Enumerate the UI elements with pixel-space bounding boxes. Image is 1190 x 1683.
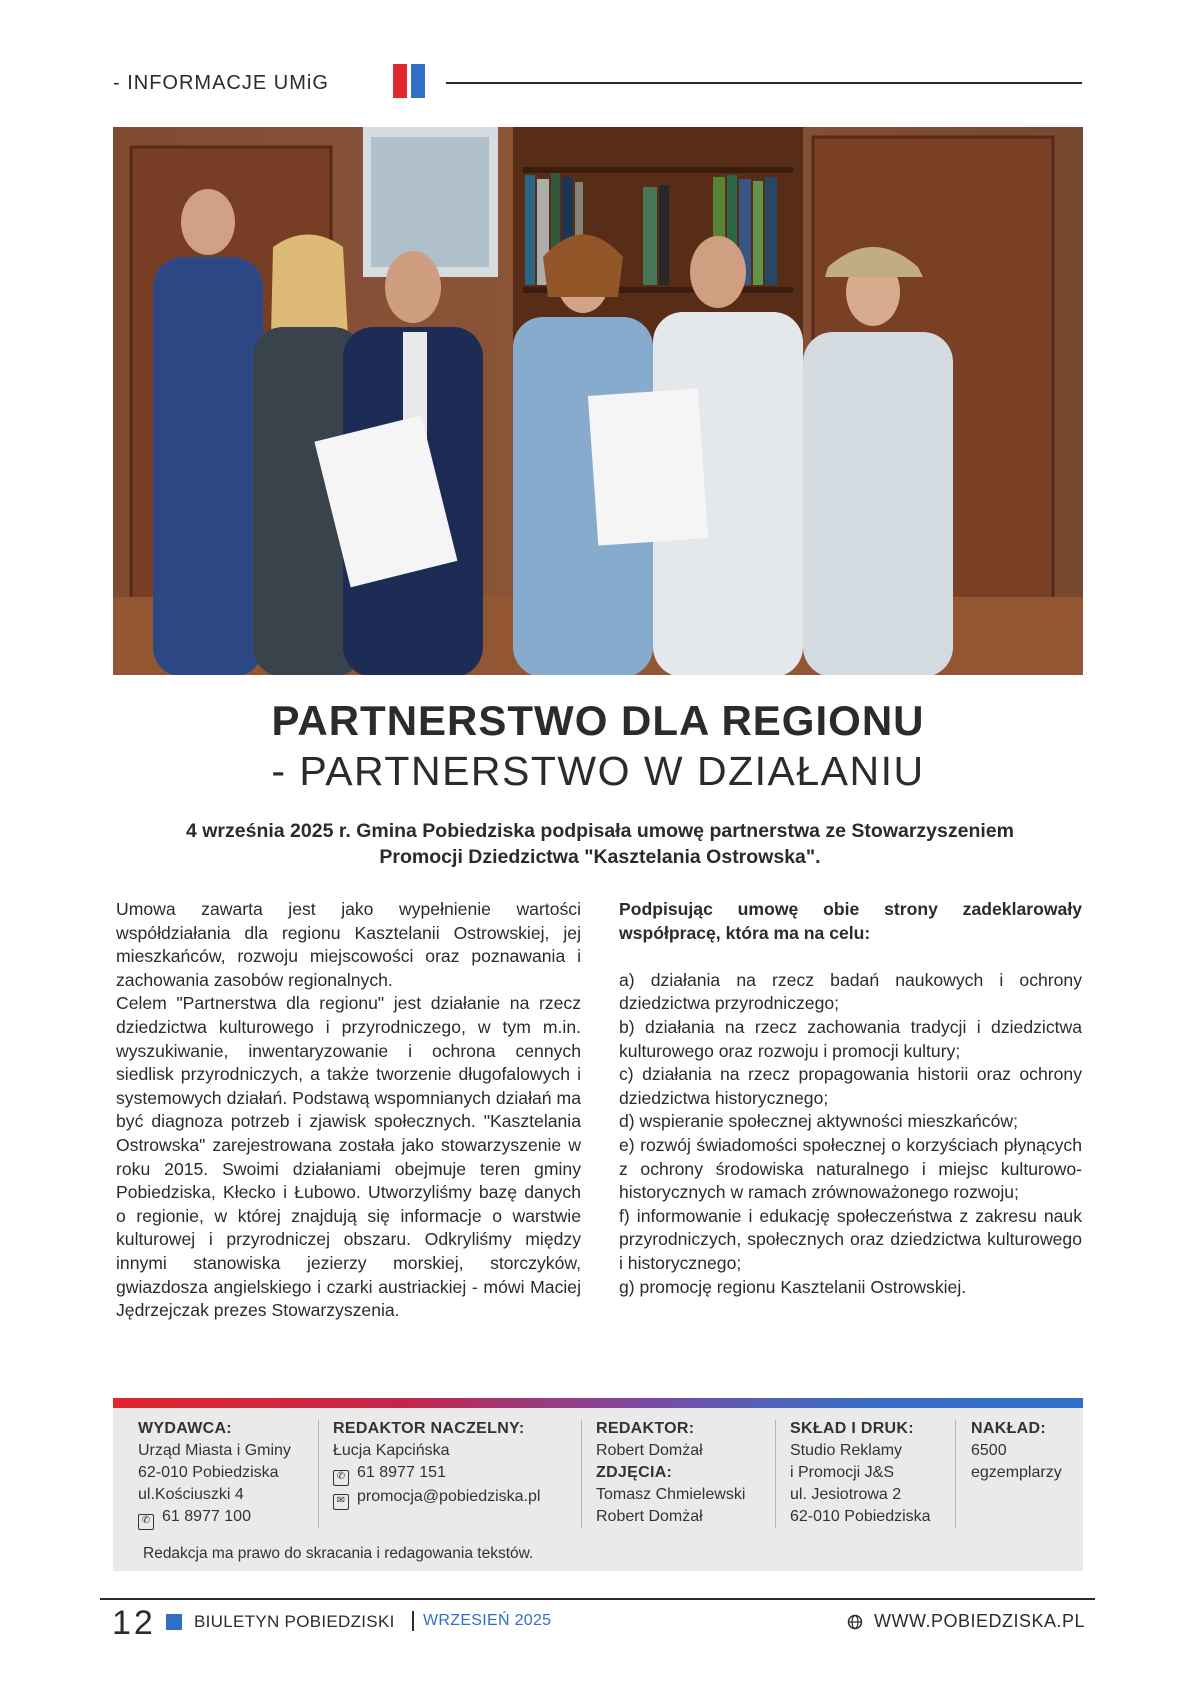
- paragraph: Umowa zawarta jest jako wypełnienie wartości współdziałania dla regionu Kasztelanii Ostrowskiej, jej mieszkańców, rozwoju miejscowości oraz poznawania i zachowania zasobów regionalnych.: [116, 899, 581, 990]
- imprint-separator: [955, 1420, 956, 1528]
- phone-icon: ✆: [138, 1514, 154, 1530]
- group-photo-icon: [113, 127, 1083, 675]
- list-item: e) rozwój świadomości społecznej o korzyściach płynących z ochrony środowiska naturalnego i miejsc kulturowo-historycznych w ramach zrównoważonego rozwoju;: [619, 1134, 1082, 1203]
- article-left-column: [116, 898, 581, 1323]
- list-item: c) działania na rzecz propagowania historii oraz ochrony dziedzictwa historycznego;: [619, 1064, 1082, 1108]
- email-link[interactable]: promocja@pobiedziska.pl: [357, 1488, 541, 1505]
- imprint-separator: [318, 1420, 319, 1528]
- footer-separator: [412, 1611, 414, 1631]
- list-item: b) działania na rzecz zachowania tradycji i dziedzictwa kulturowego oraz rozwoju i promocji kultury;: [619, 1016, 1082, 1061]
- flag-icon: [393, 64, 429, 98]
- list-intro: Podpisując umowę obie strony zadeklarowały współpracę, która ma na celu:: [619, 899, 1082, 943]
- imprint-separator: [775, 1420, 776, 1528]
- article-subtitle: - PARTNERSTWO W DZIAŁANIU: [271, 748, 925, 794]
- article-lead: 4 września 2025 r. Gmina Pobiedziska podpisała umowę partnerstwa ze Stowarzyszeniem Promocji Dziedzictwa "Kasztelania Ostrowska".: [186, 820, 1014, 868]
- phone-icon: ✆: [333, 1470, 349, 1486]
- list-item: d) wspieranie społecznej aktywności mieszkańców;: [619, 1111, 1018, 1132]
- publication-name: BIULETYN POBIEDZISKI: [194, 1612, 395, 1631]
- imprint-editor: REDAKTOR: Robert Domżał ZDJĘCIA: Tomasz Chmielewski Robert Domżał: [596, 1420, 746, 1525]
- imprint-run: NAKŁAD: 6500 egzemplarzy: [971, 1420, 1062, 1481]
- list-item: g) promocję regionu Kasztelanii Ostrowskiej.: [619, 1276, 967, 1297]
- imprint-print: SKŁAD I DRUK: Studio Reklamy i Promocji J&S ul. Jesiotrowa 2 62-010 Pobiedziska: [790, 1420, 931, 1525]
- footer-divider: [100, 1598, 1095, 1600]
- imprint-separator: [581, 1420, 582, 1528]
- website-link[interactable]: WWW.POBIEDZISKA.PL: [874, 1611, 1086, 1631]
- imprint-chief-editor: REDAKTOR NACZELNY: Łucja Kapcińska ✆ 61 8977 151 ✉ promocja@pobiedziska.pl: [333, 1418, 583, 1530]
- email-icon: ✉: [333, 1494, 349, 1510]
- header-divider: [446, 82, 1082, 84]
- imprint-box: [113, 1408, 1083, 1571]
- article-title: PARTNERSTWO DLA REGIONU: [271, 697, 925, 744]
- imprint-publisher: WYDAWCA: Urząd Miasta i Gminy 62-010 Pobiedziska ul.Kościuszki 4 ✆ 61 8977 100: [138, 1418, 313, 1530]
- square-icon: [166, 1614, 182, 1630]
- article-right-column: [619, 898, 1082, 1299]
- paragraph: Celem "Partnerstwa dla regionu" jest działanie na rzecz dziedzictwa kulturowego i przyrodniczego, w tym m.in. wyszukiwanie, inwentaryzowanie i ochrona cennych siedlisk przyrodniczych, a także tworzenie długofalowych i systemowych działań. Podstawą wspomnianych działań ma być diagnoza potrzeb i zjawisk społecznych. "Kasztelania Ostrowska" zarejestrowana została jako stowarzyszenie w roku 2015. Swoimi działaniami obejmuje teren gminy Pobiedziska, Kłecko i Łubowo. Utworzyliśmy bazę danych o regionie, w której znajdują się informacje o warstwie kulturowej i przyrodniczej obszaru. Odkryliśmy między innymi stanowiska jezierzy morskiej, storczyków, gwiazdosza angielskiego i czarki austriackiej - mówi Maciej Jędrzejczak prezes Stowarzyszenia.: [116, 993, 581, 1321]
- group-photo: [113, 127, 1083, 675]
- issue-date: WRZESIEŃ 2025: [423, 1612, 552, 1629]
- imprint-note: Redakcja ma prawo do skracania i redagowania tekstów.: [143, 1545, 534, 1562]
- section-label: - INFORMACJE UMiG: [113, 72, 329, 94]
- list-item: a) działania na rzecz badań naukowych i ochrony dziedzictwa przyrodniczego;: [619, 969, 1082, 1014]
- page-number: 12: [112, 1604, 156, 1642]
- gradient-divider: [113, 1398, 1083, 1408]
- globe-icon: [847, 1614, 863, 1630]
- list-item: f) informowanie i edukację społeczeństwa z zakresu nauk przyrodniczych, społecznych oraz dziedzictwa kulturowego i historycznego;: [619, 1205, 1082, 1273]
